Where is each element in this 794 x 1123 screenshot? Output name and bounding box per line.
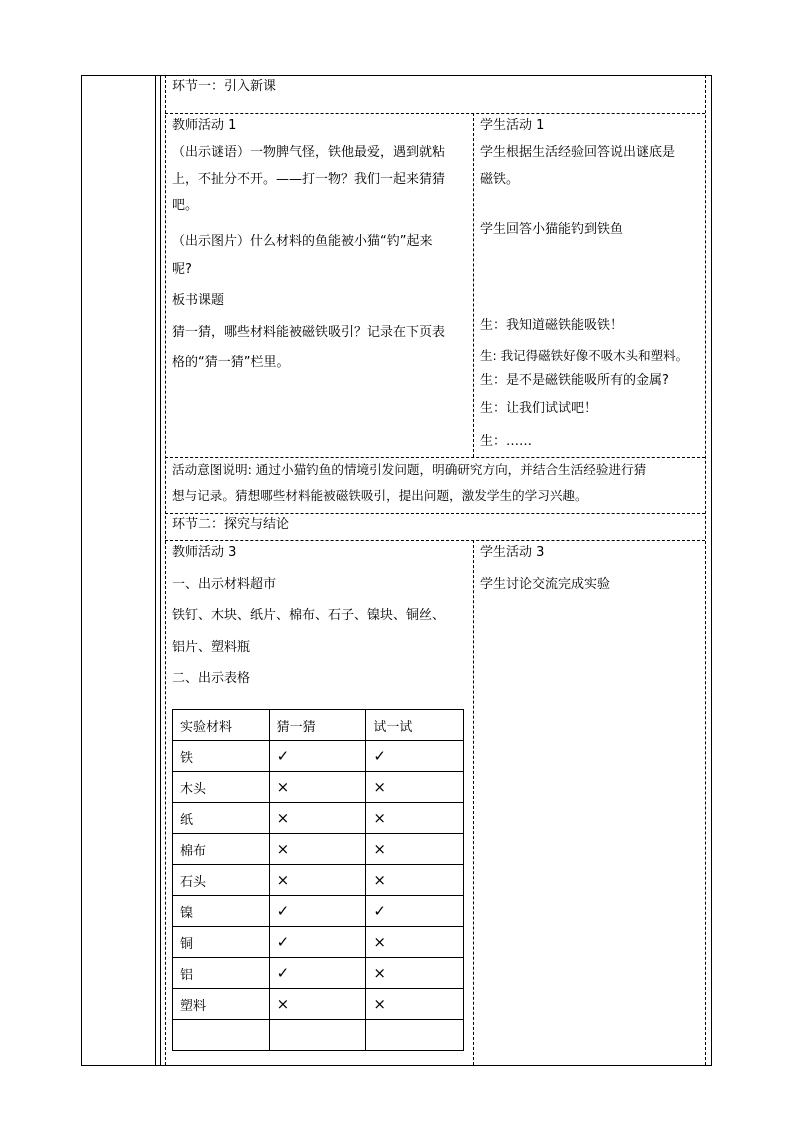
table-row <box>173 896 464 927</box>
table-row <box>173 803 464 834</box>
material-cell: 棉布 <box>173 834 270 865</box>
test-cell: ✓ <box>366 896 464 927</box>
guess-cell: × <box>269 989 366 1020</box>
test-cell: × <box>366 958 464 989</box>
outer-top-border <box>81 75 712 76</box>
inner-left-border <box>165 75 166 1065</box>
guess-cell: × <box>269 772 366 803</box>
test-cell: × <box>366 927 464 958</box>
activity-intent-line-2: 想与记录。猜想哪些材料能被磁铁吸引，提出问题，激发学生的学习兴趣。 <box>172 488 588 503</box>
teacher1-line: 猜一猜，哪些材料能被磁铁吸引？记录在下页表 <box>172 325 446 340</box>
student1-line: 生: 我记得磁铁好像不吸木头和塑料。 <box>480 348 689 363</box>
table-header-row <box>173 710 464 741</box>
mid-divider-1 <box>473 113 474 457</box>
section2-title: 环节二：探究与结论 <box>172 517 290 532</box>
student1-line: 生：…… <box>480 434 533 449</box>
teacher1-line: 吧。 <box>172 198 199 213</box>
header-material: 实验材料 <box>173 710 270 741</box>
test-cell: × <box>366 772 464 803</box>
student-activity-1-heading: 学生活动 1 <box>480 118 545 133</box>
student3-line: 学生讨论交流完成实验 <box>480 577 611 592</box>
activity-intent-line-1: 活动意图说明: 通过小猫钓鱼的情境引发问题，明确研究方向，并结合生活经验进行猜 <box>172 462 647 477</box>
outer-left-border <box>81 75 82 1065</box>
table-row-empty <box>173 1020 464 1051</box>
teacher1-line: 板书课题 <box>172 293 225 308</box>
row-line-1 <box>165 113 705 114</box>
guess-cell: ✓ <box>269 896 366 927</box>
material-cell: 铁 <box>173 741 270 772</box>
teacher3-line: 二、出示表格 <box>172 671 251 686</box>
student-activity-3-heading: 学生活动 3 <box>480 545 545 560</box>
inner-right-border <box>705 75 706 1065</box>
header-guess: 猜一猜 <box>269 710 366 741</box>
header-test: 试一试 <box>366 710 464 741</box>
guess-cell: ✓ <box>269 927 366 958</box>
student1-line: 生：让我们试试吧！ <box>480 401 598 416</box>
material-cell: 塑料 <box>173 989 270 1020</box>
table-row <box>173 772 464 803</box>
teacher3-line: 铝片、塑料瓶 <box>172 640 251 655</box>
teacher-activity-1-heading: 教师活动 1 <box>172 118 237 133</box>
guess-cell: ✓ <box>269 958 366 989</box>
teacher3-line: 铁钉、木块、纸片、棉布、石子、镍块、铜丝、 <box>172 608 446 623</box>
table-row <box>173 958 464 989</box>
table-row <box>173 865 464 896</box>
material-cell: 铝 <box>173 958 270 989</box>
student1-line: 学生根据生活经验回答说出谜底是 <box>480 145 676 160</box>
table-row <box>173 834 464 865</box>
test-cell: ✓ <box>366 741 464 772</box>
row-line-2 <box>165 457 705 458</box>
outer-right-border <box>711 75 712 1065</box>
student1-line: 学生回答小猫能钓到铁鱼 <box>480 222 624 237</box>
student1-line: 磁铁。 <box>480 172 520 187</box>
material-cell: 纸 <box>173 803 270 834</box>
table-row <box>173 927 464 958</box>
row-line-3 <box>165 513 705 514</box>
column-divider-a <box>155 75 156 1065</box>
teacher1-line: 格的“猜一猜”栏里。 <box>172 355 290 370</box>
material-cell: 石头 <box>173 865 270 896</box>
material-cell: 木头 <box>173 772 270 803</box>
teacher1-line: 呢? <box>172 262 192 277</box>
guess-cell: × <box>269 865 366 896</box>
outer-bottom-border <box>81 1065 712 1066</box>
teacher1-line: （出示图片）什么材料的鱼能被小猫“钓”起来 <box>172 234 433 249</box>
teacher1-line: （出示谜语）一物脾气怪，铁他最爱，遇到就粘 <box>172 145 446 160</box>
material-cell <box>173 1020 270 1051</box>
guess-cell: ✓ <box>269 741 366 772</box>
table-row <box>173 741 464 772</box>
test-cell: × <box>366 865 464 896</box>
teacher3-line: 一、出示材料超市 <box>172 577 277 592</box>
guess-cell: × <box>269 834 366 865</box>
guess-cell: × <box>269 803 366 834</box>
table-row <box>173 989 464 1020</box>
student1-line: 生：是不是磁铁能吸所有的金属? <box>480 373 669 388</box>
material-cell: 镍 <box>173 896 270 927</box>
column-divider-b <box>160 75 161 1065</box>
test-cell: × <box>366 803 464 834</box>
teacher1-line: 上，不扯分不开。——打一物？我们一起来猜猜 <box>172 172 446 187</box>
mid-divider-2 <box>473 540 474 1065</box>
guess-cell <box>269 1020 366 1051</box>
teacher-activity-3-heading: 教师活动 3 <box>172 545 237 560</box>
experiment-table <box>172 709 464 1051</box>
student1-line: 生：我知道磁铁能吸铁！ <box>480 318 624 333</box>
test-cell <box>366 1020 464 1051</box>
test-cell: × <box>366 989 464 1020</box>
material-cell: 铜 <box>173 927 270 958</box>
section1-title: 环节一：引入新课 <box>172 79 277 94</box>
test-cell: × <box>366 834 464 865</box>
row-line-4 <box>165 540 705 541</box>
